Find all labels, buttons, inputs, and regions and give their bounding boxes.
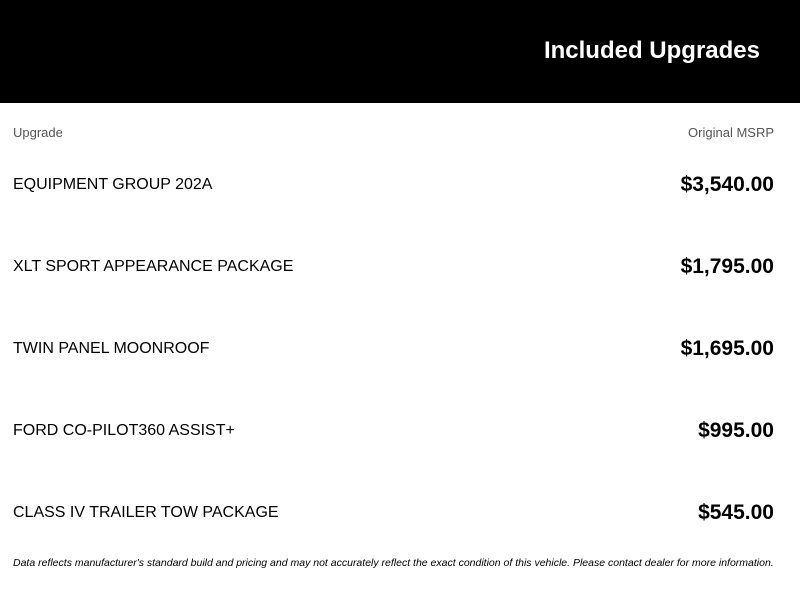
- upgrade-row: [0, 143, 800, 225]
- upgrade-price: $1,695.00: [680, 337, 774, 360]
- upgrades-list: [0, 143, 800, 553]
- column-header-upgrade: Upgrade: [13, 125, 63, 140]
- upgrade-name: XLT SPORT APPEARANCE PACKAGE: [13, 258, 294, 275]
- upgrade-row: [0, 225, 800, 307]
- upgrade-price: $3,540.00: [680, 173, 774, 196]
- upgrade-name: CLASS IV TRAILER TOW PACKAGE: [13, 504, 279, 521]
- upgrade-name: EQUIPMENT GROUP 202A: [13, 176, 213, 193]
- page-title: Included Upgrades: [543, 37, 760, 64]
- header-banner: [0, 0, 800, 103]
- disclaimer-text: Data reflects manufacturer's standard build and pricing and may not accurately reflect the exact condition of this vehicle. Please contact dealer for more information.: [13, 557, 774, 569]
- upgrade-row: [0, 307, 800, 389]
- upgrade-row: [0, 389, 800, 471]
- upgrade-name: FORD CO-PILOT360 ASSIST+: [13, 422, 235, 439]
- upgrade-name: TWIN PANEL MOONROOF: [13, 340, 210, 357]
- upgrade-price: $1,795.00: [680, 255, 774, 278]
- upgrade-row: [0, 471, 800, 553]
- upgrade-price: $545.00: [698, 501, 774, 524]
- column-header-msrp: Original MSRP: [688, 125, 774, 140]
- upgrade-price: $995.00: [698, 419, 774, 442]
